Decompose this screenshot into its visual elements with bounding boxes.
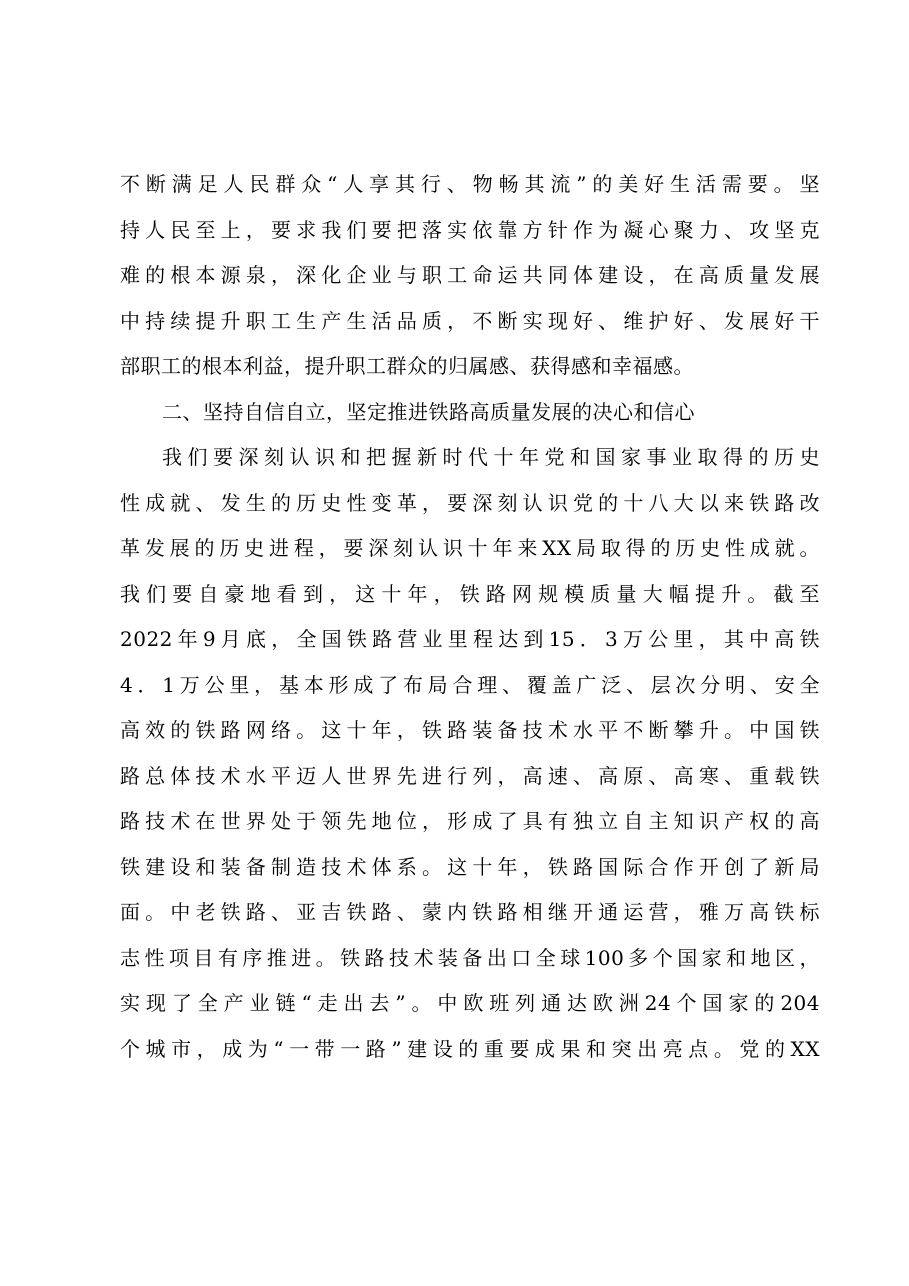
- paragraph-line: 个城市，成为“一带一路”建设的重要成果和突出亮点。党的XX: [120, 1036, 820, 1061]
- paragraph-line: 不断满足人民群众“人享其行、物畅其流”的美好生活需要。坚: [120, 172, 820, 196]
- paragraph-line: 部职工的根本利益，提升职工群众的归属感、获得感和幸福感。: [120, 354, 694, 378]
- paragraph-line: 志性项目有序推进。铁路技术装备出口全球100多个国家和地区，: [120, 945, 820, 970]
- paragraph-line: 路总体技术水平迈人世界先进行列，高速、高原、高寒、重载铁: [120, 763, 820, 788]
- paragraph-line: 持人民至上，要求我们要把落实依靠方针作为凝心聚力、攻坚克: [120, 217, 820, 242]
- section-heading: 二、坚持自信自立，坚定推进铁路高质量发展的决心和信心: [162, 399, 695, 424]
- paragraph-line: 我们要深刻认识和把握新时代十年党和国家事业取得的历史: [162, 445, 820, 469]
- paragraph-line: 2022年9月底，全国铁路营业里程达到15．3万公里，其中高铁: [120, 627, 820, 651]
- paragraph-line: 4．1万公里，基本形成了布局合理、覆盖广泛、层次分明、安全: [120, 672, 820, 697]
- paragraph-line: 铁建设和装备制造技术体系。这十年，铁路国际合作开创了新局: [120, 854, 820, 879]
- document-body: [120, 162, 820, 1072]
- paragraph-line: 难的根本源泉，深化企业与职工命运共同体建设，在高质量发展: [120, 263, 820, 287]
- paragraph-line: 实现了全产业链“走出去”。中欧班列通达欧洲24个国家的204: [120, 991, 820, 1015]
- paragraph-line: 面。中老铁路、亚吉铁路、蒙内铁路相继开通运营，雅万高铁标: [120, 900, 820, 924]
- paragraph-line: 中持续提升职工生产生活品质，不断实现好、维护好、发展好干: [120, 308, 820, 333]
- paragraph-line: 性成就、发生的历史性变革，要深刻认识党的十八大以来铁路改: [120, 490, 820, 515]
- paragraph-line: 高效的铁路网络。这十年，铁路装备技术水平不断攀升。中国铁: [120, 718, 820, 742]
- paragraph-line: 路技术在世界处于领先地位，形成了具有独立自主知识产权的高: [120, 809, 820, 833]
- paragraph-line: 革发展的历史进程，要深刻认识十年来XX局取得的历史性成就。: [120, 536, 820, 560]
- paragraph-line: 我们要自豪地看到，这十年，铁路网规模质量大幅提升。截至: [120, 581, 820, 606]
